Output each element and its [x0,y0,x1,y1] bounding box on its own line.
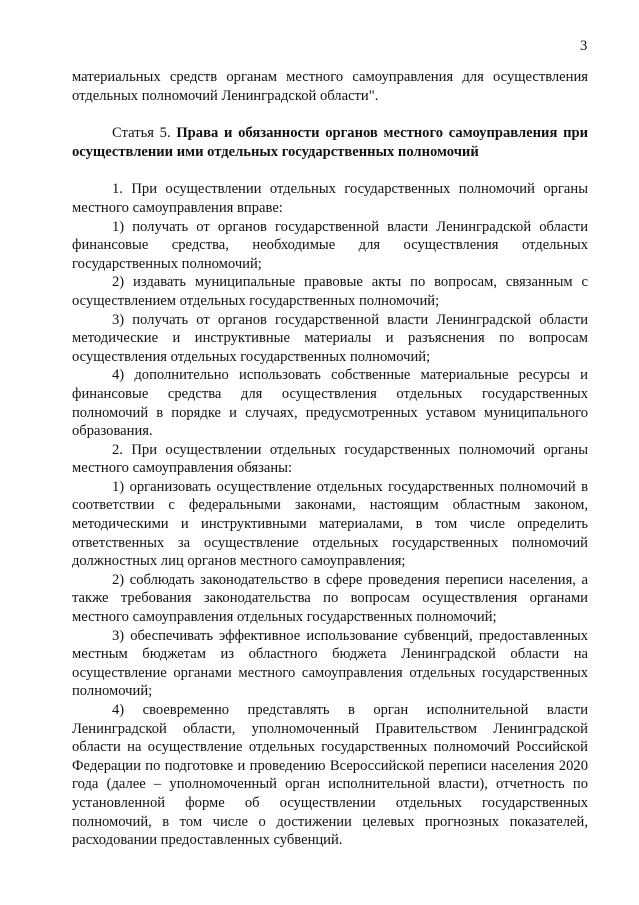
section2-item-2: 2) соблюдать законодательство в сфере проведения переписи населения, а также требования законодательства по вопросам осуществления органами местного самоуправления отдельных государственных полномочий; [72,571,588,626]
article-label: Статья 5. [112,125,171,142]
section1-item-4: 4) дополнительно использовать собственные материальные ресурсы и финансовые средства для осуществления отдельных государственных полномочий в порядке и случаях, предусмотренных уставом муниципального образования. [72,367,588,440]
section1-intro: 1. При осуществлении отдельных государственных полномочий органы местного самоуправления вправе: [72,181,588,216]
section1-item-2: 2) издавать муниципальные правовые акты по вопросам, связанным с осуществлением отдельных государственных полномочий; [72,274,588,309]
article-title: Права и обязанности органов местного самоуправления при осуществлении ими отдельных государственных полномочий [72,125,589,160]
intro-paragraph: материальных средств органам местного самоуправления для осуществления отдельных полномочий Ленинградской области". [72,69,588,104]
section2-item-4: 4) своевременно представлять в орган исполнительной власти Ленинградской области, уполномоченный Правительством Ленинградской области на осуществление отдельных государственных полномочий Российской Федерации по подготовке и проведению Всероссийской переписи населения 2020 года (далее – уполномоченный орган исполнительной власти), отчетность по установленной форме об осуществлении отдельных государственных полномочий, в том числе о достижении целевых прогнозных показателей, расходовании предоставленных субвенций. [72,702,588,849]
section1-item-3: 3) получать от органов государственной власти Ленинградской области методические и инструктивные материалы и разъяснения по вопросам осуществления отдельных государственных полномочий; [72,311,588,365]
section1-item-1: 1) получать от органов государственной власти Ленинградской области финансовые средства, необходимые для осуществления отдельных государственных полномочий; [72,218,588,272]
section2-item-1: 1) организовать осуществление отдельных государственных полномочий в соответствии с федеральными законами, настоящим областным законом, методическими и инструктивными материалами, в том числе определить ответственных за осуществление отдельных государственных полномочий должностных лиц органов местного самоуправления; [72,478,588,570]
section2-intro: 2. При осуществлении отдельных государственных полномочий органы местного самоуправления обязаны: [72,441,588,477]
section2-item-3: 3) обеспечивать эффективное использование субвенций, предоставленных местным бюджетам из областного бюджета Ленинградской области на осуществление органами местного самоуправления отдельных государственных полномочий; [72,627,588,700]
article-heading [72,124,588,161]
page-number: 3 [580,38,588,54]
document-body [72,68,588,850]
